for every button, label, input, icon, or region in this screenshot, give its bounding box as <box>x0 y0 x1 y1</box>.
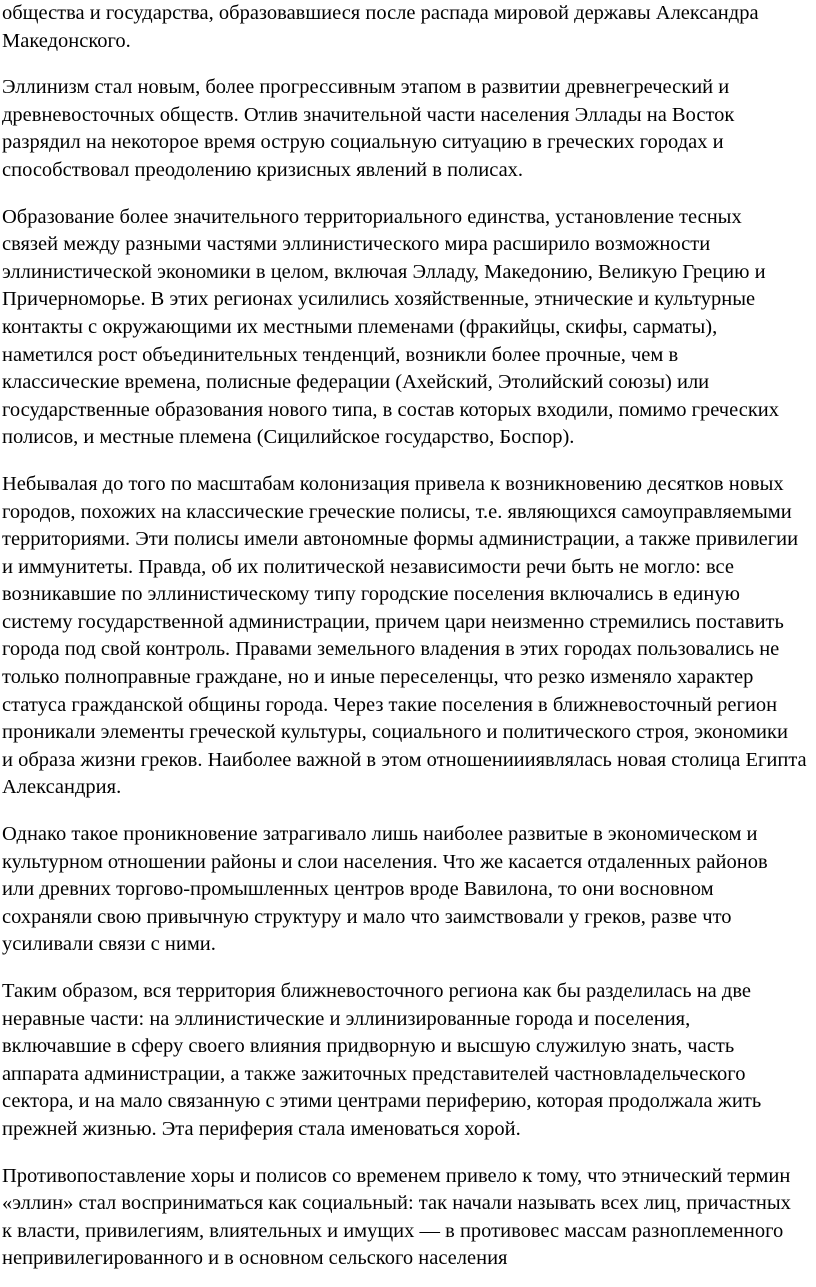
text-line: и образа жизни греков. Наиболее важной в этом отношениииявлялась новая столица Египта <box>2 748 807 771</box>
paragraph-2 <box>2 74 814 184</box>
text-line: возникавшие по эллинистическому типу городские поселения включались в единую <box>2 583 740 606</box>
text-line: эллинистической экономики в целом, включая Элладу, Македонию, Великую Грецию и <box>2 260 766 283</box>
paragraph-7 <box>2 1163 814 1273</box>
paragraph-1 <box>2 0 814 55</box>
text-line: прежней жизнью. Эта периферия стала именоваться хорой. <box>2 1117 521 1140</box>
text-line: аппарата администрации, а также зажиточных представителей частновладельческого <box>2 1062 746 1085</box>
text-line: Причерноморье. В этих регионах усилились хозяйственные, этнические и культурные <box>2 288 756 311</box>
text-line: государственные образования нового типа, в состав которых входили, помимо греческих <box>2 398 780 421</box>
text-line: древневосточных обществ. Отлив значительной части населения Эллады на Восток <box>2 103 735 126</box>
text-line: разрядил на некоторое время острую социальную ситуацию в греческих городах и <box>2 131 724 154</box>
text-line: контакты с окружающими их местными племенами (фракийцы, скифы, сарматы), <box>2 315 718 338</box>
text-line: усиливали связи с ними. <box>2 933 216 956</box>
text-line: систему государственной администрации, причем цари неизменно стремились поставить <box>2 610 784 633</box>
text-line: статуса гражданской общины города. Через такие поселения в ближневосточный регион <box>2 693 778 716</box>
paragraph-6 <box>2 978 814 1144</box>
text-line: проникали элементы греческой культуры, социального и политического строя, экономики <box>2 721 788 744</box>
text-line: классические времена, полисные федерации (Ахейский, Этолийский союзы) или <box>2 371 710 394</box>
text-line: Македонского. <box>2 29 131 52</box>
paragraph-3 <box>2 204 814 452</box>
text-line: сохраняли свою привычную структуру и мало что заимствовали у греков, разве что <box>2 905 732 928</box>
text-line: Александрия. <box>2 776 122 799</box>
paragraph-5 <box>2 821 814 959</box>
text-line: включавшие в сферу своего влияния придворную и высшую служилую знать, часть <box>2 1035 735 1058</box>
text-line: «эллин» стал восприниматься как социальный: так начали называть всех лиц, причастных <box>2 1192 791 1215</box>
text-line: непривилегированного и в основном сельского населения <box>2 1247 508 1270</box>
text-line: Таким образом, вся территория ближневосточного региона как бы разделилась на две <box>2 980 751 1002</box>
text-line: Однако такое проникновение затрагивало лишь наиболее развитые в экономическом и <box>2 823 758 846</box>
text-line: неравные части: на эллинистические и эллинизированные города и поселения, <box>2 1007 691 1030</box>
text-line: связей между разными частями эллинистического мира расширило возможности <box>2 233 711 256</box>
text-line: наметился рост объединительных тенденций, возникли более прочные, чем в <box>2 343 679 366</box>
text-line: способствовал преодолению кризисных явлений в полисах. <box>2 158 524 181</box>
text-line: сектора, и на мало связанную с этими центрами периферию, которая продолжала жить <box>2 1090 762 1113</box>
text-line: культурном отношении районы и слои населения. Что же касается отдаленных районов <box>2 850 768 873</box>
text-line: или древних торгово-промышленных центров вроде Вавилона, то они восновном <box>2 878 714 901</box>
text-line: полисов, и местные племена (Сицилийское государство, Боспор). <box>2 426 575 449</box>
text-line: Образование более значительного территориального единства, установление тесных <box>2 205 742 228</box>
text-line: города под свой контроль. Правами земельного владения в этих городах пользовались не <box>2 638 780 661</box>
text-line: и иммунитеты. Правда, об их политической независимости речи быть не могло: все <box>2 555 734 578</box>
text-line: территориями. Эти полисы имели автономные формы администрации, а также привилегии <box>2 528 799 551</box>
text-line: к власти, привилегиям, влиятельных и имущих — в противовес массам разноплеменного <box>2 1219 784 1242</box>
text-line: Противопоставление хоры и полисов со временем привело к тому, что этнический термин <box>2 1164 791 1187</box>
text-line: Эллинизм стал новым, более прогрессивным этапом в развитии древнегреческий и <box>2 76 730 99</box>
text-line: только полноправные граждане, но и иные переселенцы, что резко изменяло характер <box>2 666 754 689</box>
text-line: городов, похожих на классические греческие полисы, т.е. являющихся самоуправляемыми <box>2 500 792 523</box>
text-line: общества и государства, образовавшиеся после распада мировой державы Александра <box>2 2 759 24</box>
paragraph-4 <box>2 471 814 802</box>
text-line: Небывалая до того по масштабам колонизация привела к возникновению десятков новых <box>2 472 784 495</box>
